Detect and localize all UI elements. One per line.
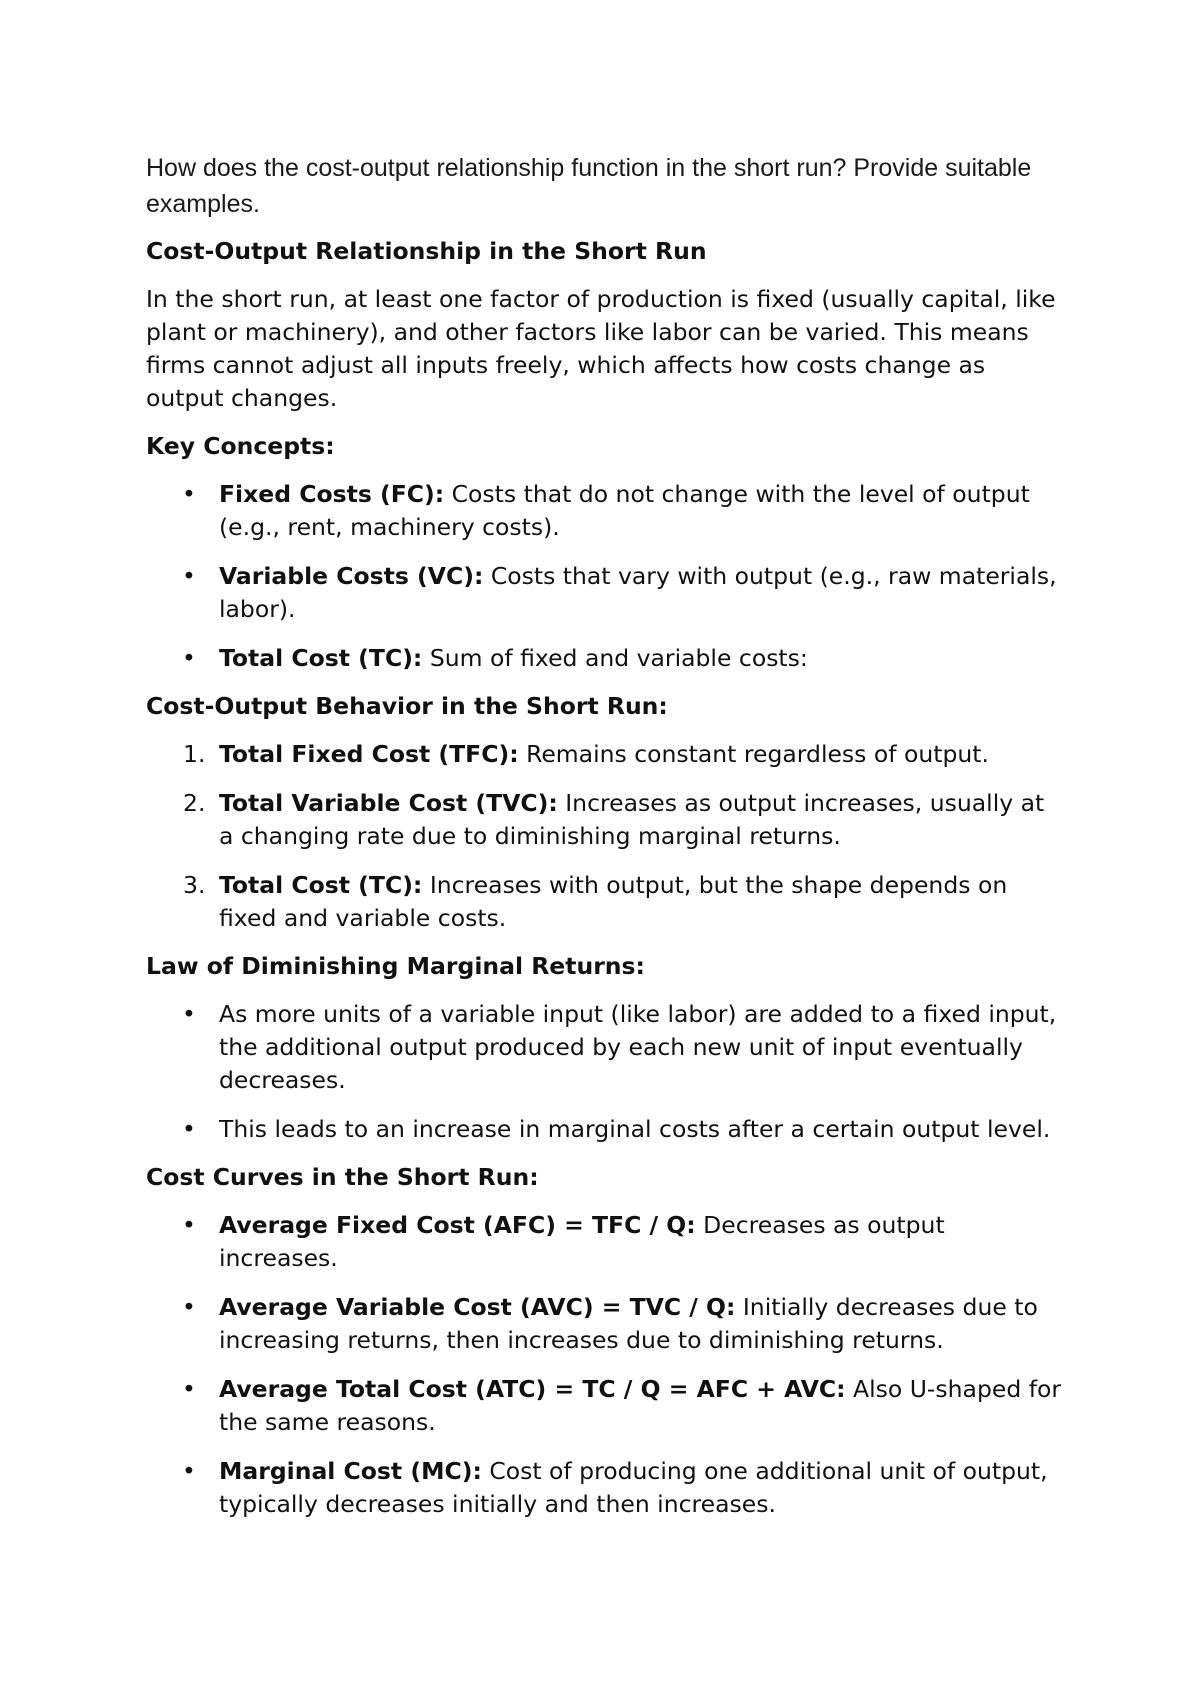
list-item-text: Increases with output, but the shape depends on fixed and variable costs. — [219, 871, 1008, 932]
bullet-icon: • — [182, 562, 196, 590]
list-item-text: As more units of a variable input (like labor) are added to a fixed input, the additional output produced by each new unit of input eventually decreases. — [219, 1000, 1057, 1094]
list-item-text: Costs that vary with output (e.g., raw materials, labor). — [219, 562, 1057, 623]
bullet-icon: • — [182, 1375, 196, 1403]
question-text: How does the cost-output relationship function in the short run? Provide suitable examples. — [146, 154, 1032, 218]
list-item-term: Fixed Costs (FC): — [219, 480, 445, 508]
list-item-text: Remains constant regardless of output. — [518, 740, 989, 768]
list-item-term: Average Total Cost (ATC) = TC / Q = AFC + AVC: — [219, 1375, 846, 1403]
list-item-text: Costs that do not change with the level of output (e.g., rent, machinery costs). — [219, 480, 1030, 541]
diminishing-list — [146, 998, 1066, 1146]
list-item-text: This leads to an increase in marginal costs after a certain output level. — [219, 1115, 1051, 1143]
document-body — [146, 235, 1066, 1521]
list-item-term: Marginal Cost (MC): — [219, 1457, 482, 1485]
list-item — [146, 1113, 1066, 1146]
list-item-term: Total Cost (TC): — [219, 644, 423, 672]
diminishing-heading: Law of Diminishing Marginal Returns: — [146, 952, 645, 980]
bullet-icon: • — [182, 480, 196, 508]
list-number: 2. — [183, 789, 206, 817]
list-item — [146, 787, 1066, 853]
list-item-term: Total Cost (TC): — [219, 871, 423, 899]
bullet-icon: • — [182, 1115, 196, 1143]
list-item-text: Cost of producing one additional unit of output, typically decreases initially and then increases. — [219, 1457, 1048, 1518]
list-item-text: Sum of fixed and variable costs: — [422, 644, 808, 672]
curves-list — [146, 1209, 1066, 1521]
list-item — [146, 478, 1066, 544]
list-item — [146, 1291, 1066, 1357]
bullet-icon: • — [182, 1293, 196, 1321]
curves-heading: Cost Curves in the Short Run: — [146, 1163, 539, 1191]
bullet-icon: • — [182, 1211, 196, 1239]
key-concepts-list — [146, 478, 1066, 675]
list-item — [146, 642, 1066, 675]
list-item-text: Also U-shaped for the same reasons. — [219, 1375, 1062, 1436]
list-item-text: Initially decreases due to increasing returns, then increases due to diminishing returns. — [219, 1293, 1038, 1354]
key-concepts-heading: Key Concepts: — [146, 432, 335, 460]
list-item-term: Total Variable Cost (TVC): — [219, 789, 558, 817]
list-item — [146, 1455, 1066, 1521]
list-item — [146, 869, 1066, 935]
bullet-icon: • — [182, 1000, 196, 1028]
document-page — [146, 150, 1066, 1536]
section-title: Cost-Output Relationship in the Short Run — [146, 237, 707, 265]
behavior-heading: Cost-Output Behavior in the Short Run: — [146, 692, 668, 720]
behavior-list — [146, 738, 1066, 935]
list-item — [146, 998, 1066, 1097]
list-item — [146, 560, 1066, 626]
list-item — [146, 1209, 1066, 1275]
intro-paragraph: In the short run, at least one factor of production is fixed (usually capital, like plant or machinery), and other factors like labor can be varied. This means firms cannot adjust all inputs freely, which affects how costs change as output changes. — [146, 285, 1056, 412]
list-item — [146, 738, 1066, 771]
list-item — [146, 1373, 1066, 1439]
bullet-icon: • — [182, 644, 196, 672]
bullet-icon: • — [182, 1457, 196, 1485]
list-number: 1. — [183, 740, 206, 768]
list-item-text: Decreases as output increases. — [219, 1211, 945, 1272]
list-item-term: Average Variable Cost (AVC) = TVC / Q: — [219, 1293, 736, 1321]
list-item-term: Average Fixed Cost (AFC) = TFC / Q: — [219, 1211, 696, 1239]
list-item-term: Variable Costs (VC): — [219, 562, 484, 590]
list-item-term: Total Fixed Cost (TFC): — [219, 740, 519, 768]
list-item-text: Increases as output increases, usually at a changing rate due to diminishing marginal returns. — [219, 789, 1045, 850]
list-number: 3. — [183, 871, 206, 899]
